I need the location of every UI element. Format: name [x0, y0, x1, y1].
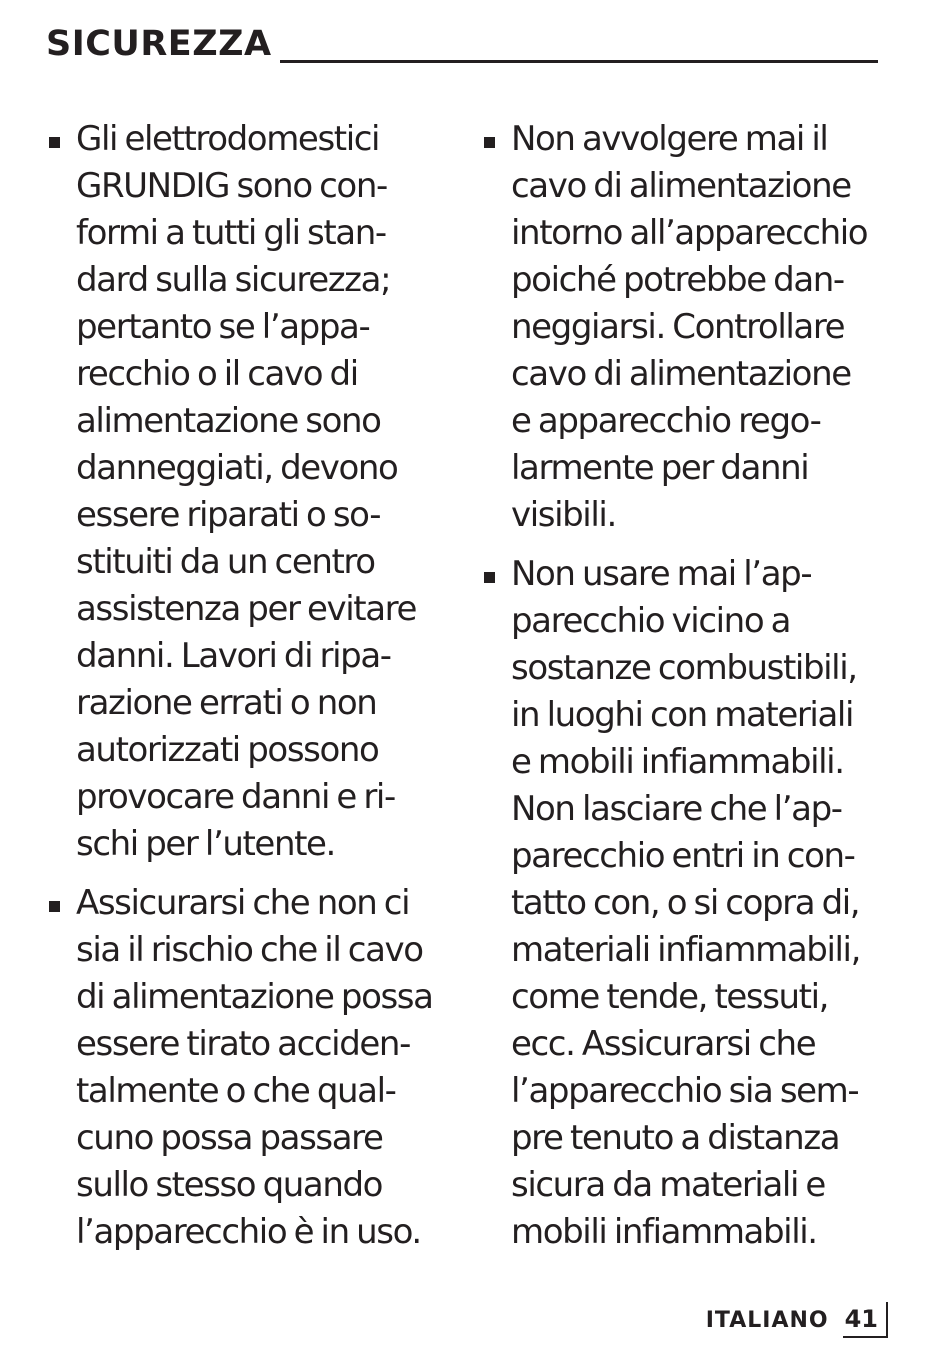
text-line: provocare danni e ri-: [76, 777, 395, 817]
page-footer: [706, 1300, 888, 1340]
text-line: visibili.: [511, 495, 616, 535]
text-line: recchio o il cavo di: [76, 354, 358, 394]
text-line: sullo stesso quando: [76, 1165, 383, 1205]
text-line: sostanze combustibili,: [511, 648, 857, 688]
text-line: e mobili infiammabili.: [511, 742, 844, 782]
text-line: Non usare mai l’ap-: [511, 554, 812, 594]
safety-item-text: [76, 116, 466, 868]
text-line: assistenza per evitare: [76, 589, 416, 629]
text-line: Non avvolgere mai il: [511, 119, 828, 159]
text-line: stituiti da un centro: [76, 542, 375, 582]
text-line: neggiarsi. Controllare: [511, 307, 845, 347]
right-column: [481, 116, 911, 1268]
text-line: pertanto se l’appa-: [76, 307, 370, 347]
text-line: larmente per danni: [511, 448, 809, 488]
safety-item: [481, 551, 911, 1256]
text-line: come tende, tessuti,: [511, 977, 829, 1017]
text-line: sicura da materiali e: [511, 1165, 825, 1205]
text-line: sia il rischio che il cavo: [76, 930, 423, 970]
text-line: alimentazione sono: [76, 401, 381, 441]
text-line: dard sulla sicurezza;: [76, 260, 391, 300]
text-line: materiali infiammabili,: [511, 930, 861, 970]
text-line: essere tirato acciden-: [76, 1024, 410, 1064]
text-line: cavo di alimentazione: [511, 354, 851, 394]
text-line: essere riparati o so-: [76, 495, 381, 535]
text-line: Non lasciare che l’ap-: [511, 789, 842, 829]
text-line: danneggiati, devono: [76, 448, 398, 488]
text-line: intorno all’apparecchio: [511, 213, 868, 253]
text-line: formi a tutti gli stan-: [76, 213, 386, 253]
safety-item-text: [511, 116, 911, 539]
text-line: di alimentazione possa: [76, 977, 433, 1017]
section-title: SICUREZZA: [46, 24, 272, 64]
text-line: parecchio entri in con-: [511, 836, 855, 876]
text-line: Assicurarsi che non ci: [76, 883, 410, 923]
footer-language: ITALIANO: [705, 1307, 829, 1333]
text-line: in luoghi con materiali: [511, 695, 853, 735]
left-column: [46, 116, 466, 1268]
page-number: 41: [843, 1302, 888, 1338]
bullet-square-icon: [484, 137, 495, 148]
text-line: parecchio vicino a: [511, 601, 791, 641]
text-line: pre tenuto a distanza: [511, 1118, 840, 1158]
page-header: [46, 20, 878, 70]
text-line: poiché potrebbe dan-: [511, 260, 844, 300]
text-line: l’apparecchio è in uso.: [76, 1212, 421, 1252]
bullet-square-icon: [484, 572, 495, 583]
safety-item-text: [76, 880, 466, 1256]
text-line: talmente o che qual-: [76, 1071, 396, 1111]
safety-item: [46, 880, 466, 1256]
text-line: ecc. Assicurarsi che: [511, 1024, 816, 1064]
text-line: tatto con, o si copra di,: [511, 883, 860, 923]
text-line: autorizzati possono: [76, 730, 379, 770]
text-line: cuno possa passare: [76, 1118, 383, 1158]
text-line: cavo di alimentazione: [511, 166, 851, 206]
text-line: e apparecchio rego-: [511, 401, 821, 441]
safety-item-text: [511, 551, 911, 1256]
safety-item: [46, 116, 466, 868]
text-line: danni. Lavori di ripa-: [76, 636, 391, 676]
text-line: mobili infiammabili.: [511, 1212, 817, 1252]
bullet-square-icon: [49, 137, 60, 148]
text-line: Gli elettrodomestici: [76, 119, 380, 159]
text-line: l’apparecchio sia sem-: [511, 1071, 859, 1111]
text-line: razione errati o non: [76, 683, 377, 723]
bullet-square-icon: [49, 901, 60, 912]
safety-item: [481, 116, 911, 539]
text-line: GRUNDIG sono con-: [76, 166, 387, 206]
title-rule: [280, 60, 878, 63]
text-line: schi per l’utente.: [76, 824, 335, 864]
